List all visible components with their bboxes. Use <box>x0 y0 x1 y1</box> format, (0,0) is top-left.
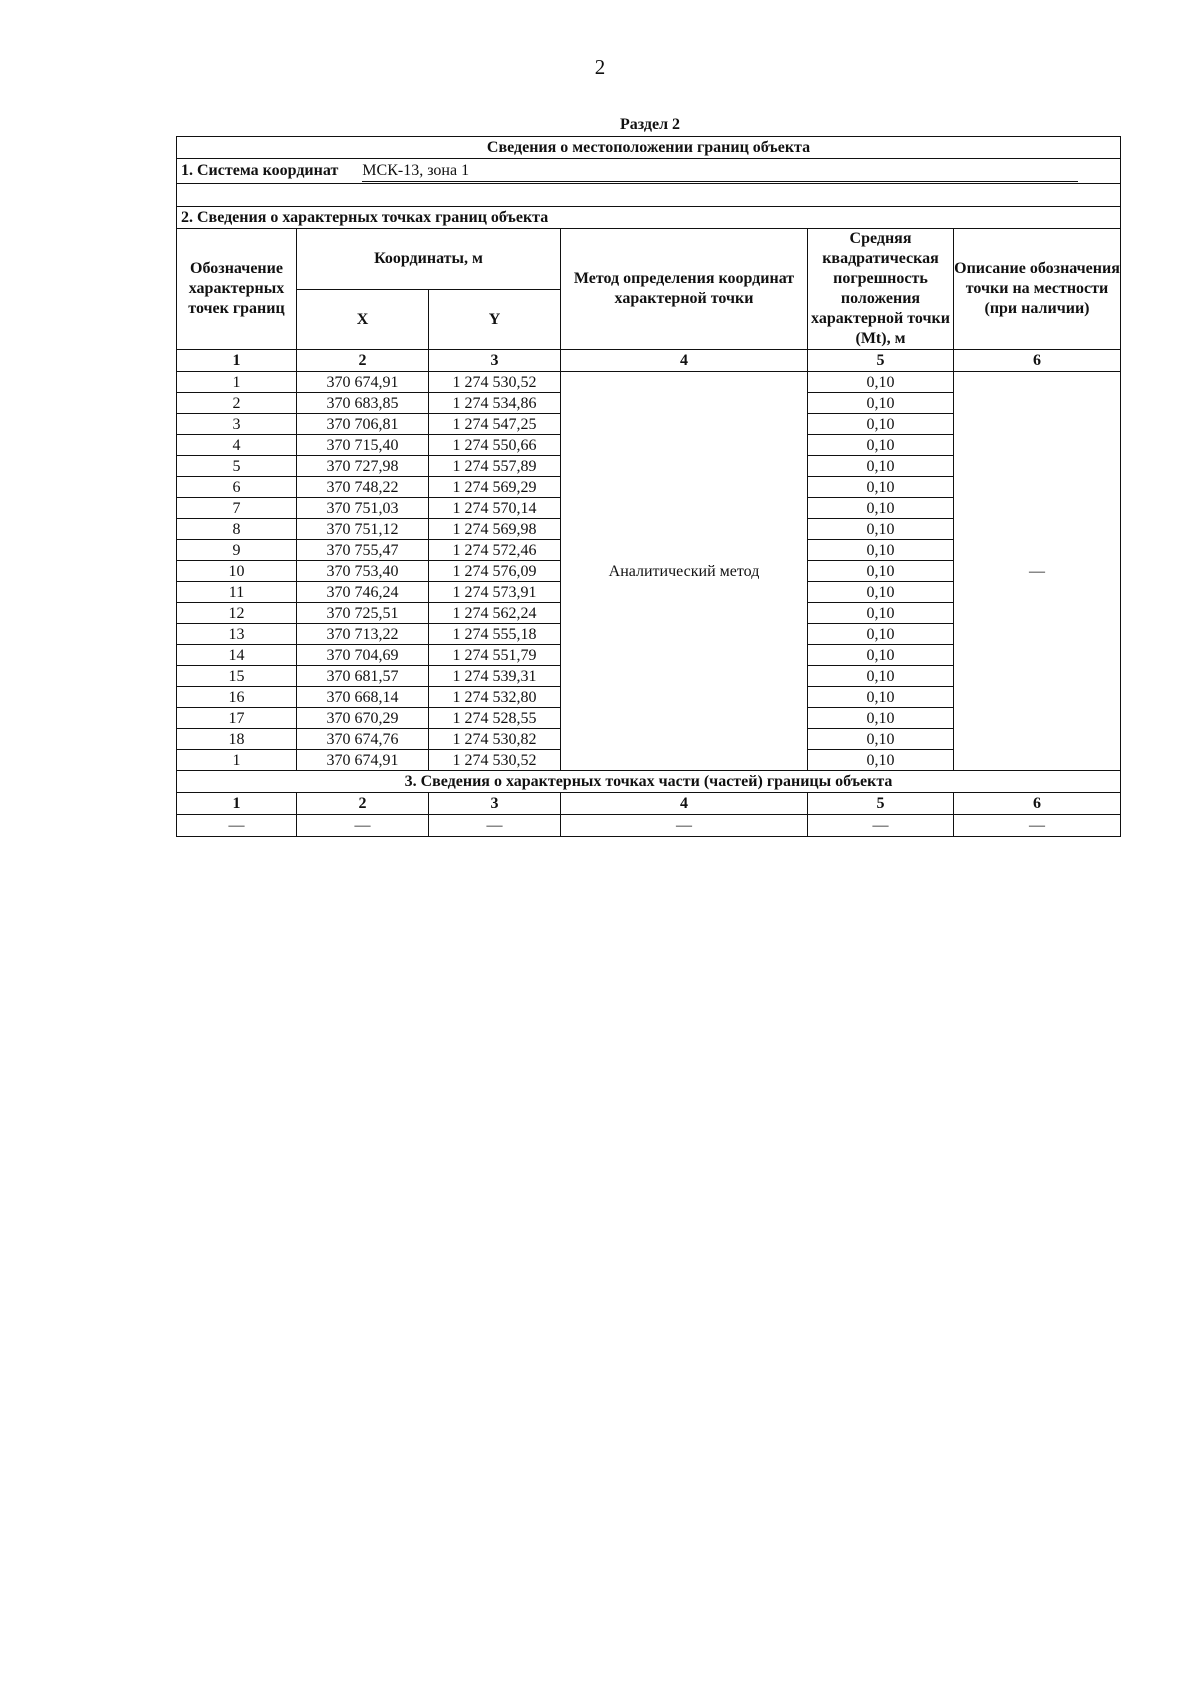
point-y: 1 274 569,29 <box>429 477 561 498</box>
method-cell: Аналитический метод <box>561 372 808 771</box>
point-number: 3 <box>177 414 297 435</box>
point-x: 370 713,22 <box>297 624 429 645</box>
point-mt: 0,10 <box>808 729 954 750</box>
point-y: 1 274 573,91 <box>429 582 561 603</box>
parts-cell: — <box>297 815 429 837</box>
page-number: 2 <box>594 55 606 79</box>
point-y: 1 274 551,79 <box>429 645 561 666</box>
column-number: 4 <box>561 350 808 372</box>
point-y: 1 274 562,24 <box>429 603 561 624</box>
point-y: 1 274 576,09 <box>429 561 561 582</box>
column-number: 1 <box>177 350 297 372</box>
point-x: 370 706,81 <box>297 414 429 435</box>
column-number: 5 <box>808 350 954 372</box>
point-number: 8 <box>177 519 297 540</box>
point-y: 1 274 528,55 <box>429 708 561 729</box>
point-number: 13 <box>177 624 297 645</box>
point-y: 1 274 530,52 <box>429 372 561 393</box>
point-x: 370 755,47 <box>297 540 429 561</box>
parts-column-numbers-row <box>177 793 1121 815</box>
point-mt: 0,10 <box>808 603 954 624</box>
point-x: 370 746,24 <box>297 582 429 603</box>
coordinate-system-value: МСК-13, зона 1 <box>362 161 1078 182</box>
point-x: 370 668,14 <box>297 687 429 708</box>
point-number: 12 <box>177 603 297 624</box>
point-x: 370 683,85 <box>297 393 429 414</box>
coordinate-system-label: 1. Система координат <box>181 161 339 179</box>
parts-cell: — <box>808 815 954 837</box>
column-number: 1 <box>177 793 297 815</box>
column-number: 6 <box>954 350 1121 372</box>
point-y: 1 274 532,80 <box>429 687 561 708</box>
point-x: 370 670,29 <box>297 708 429 729</box>
point-number: 17 <box>177 708 297 729</box>
point-number: 11 <box>177 582 297 603</box>
point-mt: 0,10 <box>808 435 954 456</box>
point-mt: 0,10 <box>808 624 954 645</box>
point-mt: 0,10 <box>808 582 954 603</box>
header-error: Средняя квадратическая погрешность положения характерной точки (Mt), м <box>808 229 954 350</box>
point-y: 1 274 555,18 <box>429 624 561 645</box>
point-number: 7 <box>177 498 297 519</box>
point-x: 370 674,76 <box>297 729 429 750</box>
column-number: 4 <box>561 793 808 815</box>
point-x: 370 753,40 <box>297 561 429 582</box>
header-method: Метод определения координат характерной точки <box>561 229 808 350</box>
section-title: Раздел 2 <box>619 116 681 133</box>
point-mt: 0,10 <box>808 708 954 729</box>
header-x: X <box>297 289 429 350</box>
point-number: 18 <box>177 729 297 750</box>
parts-cell: — <box>954 815 1121 837</box>
header-designation: Обозначение характерных точек границ <box>177 229 297 350</box>
point-number: 10 <box>177 561 297 582</box>
point-number: 2 <box>177 393 297 414</box>
point-y: 1 274 547,25 <box>429 414 561 435</box>
point-number: 5 <box>177 456 297 477</box>
point-number: 14 <box>177 645 297 666</box>
column-number: 6 <box>954 793 1121 815</box>
point-x: 370 748,22 <box>297 477 429 498</box>
header-y: Y <box>429 289 561 350</box>
column-number: 3 <box>429 793 561 815</box>
point-mt: 0,10 <box>808 393 954 414</box>
parts-section-title: 3. Сведения о характерных точках части (частей) границы объекта <box>177 771 1121 793</box>
point-mt: 0,10 <box>808 498 954 519</box>
column-number: 2 <box>297 793 429 815</box>
point-y: 1 274 570,14 <box>429 498 561 519</box>
point-number: 9 <box>177 540 297 561</box>
point-y: 1 274 569,98 <box>429 519 561 540</box>
point-y: 1 274 550,66 <box>429 435 561 456</box>
point-number: 15 <box>177 666 297 687</box>
coordinate-system-row <box>177 159 1121 184</box>
description-cell: — <box>954 372 1121 771</box>
point-number: 16 <box>177 687 297 708</box>
point-mt: 0,10 <box>808 666 954 687</box>
point-y: 1 274 530,52 <box>429 750 561 771</box>
boundary-table <box>176 136 1121 837</box>
column-numbers-row <box>177 350 1121 372</box>
column-number: 2 <box>297 350 429 372</box>
point-x: 370 674,91 <box>297 750 429 771</box>
point-mt: 0,10 <box>808 645 954 666</box>
point-mt: 0,10 <box>808 456 954 477</box>
point-x: 370 681,57 <box>297 666 429 687</box>
point-mt: 0,10 <box>808 414 954 435</box>
point-mt: 0,10 <box>808 477 954 498</box>
point-x: 370 751,12 <box>297 519 429 540</box>
point-x: 370 715,40 <box>297 435 429 456</box>
spacer-cell <box>177 184 1121 207</box>
point-y: 1 274 539,31 <box>429 666 561 687</box>
parts-cell: — <box>561 815 808 837</box>
point-number: 1 <box>177 750 297 771</box>
points-section-title: 2. Сведения о характерных точках границ объекта <box>177 207 1121 229</box>
point-y: 1 274 557,89 <box>429 456 561 477</box>
point-number: 6 <box>177 477 297 498</box>
point-y: 1 274 572,46 <box>429 540 561 561</box>
point-x: 370 751,03 <box>297 498 429 519</box>
table-title: Сведения о местоположении границ объекта <box>177 137 1121 159</box>
parts-row <box>177 815 1121 837</box>
point-mt: 0,10 <box>808 540 954 561</box>
point-x: 370 704,69 <box>297 645 429 666</box>
point-mt: 0,10 <box>808 750 954 771</box>
point-row <box>177 372 1121 393</box>
header-description: Описание обозначения точки на местности (при наличии) <box>954 229 1121 350</box>
parts-cell: — <box>429 815 561 837</box>
parts-cell: — <box>177 815 297 837</box>
point-x: 370 727,98 <box>297 456 429 477</box>
point-mt: 0,10 <box>808 687 954 708</box>
point-number: 4 <box>177 435 297 456</box>
point-number: 1 <box>177 372 297 393</box>
point-mt: 0,10 <box>808 561 954 582</box>
column-number: 5 <box>808 793 954 815</box>
point-y: 1 274 534,86 <box>429 393 561 414</box>
point-x: 370 674,91 <box>297 372 429 393</box>
point-mt: 0,10 <box>808 519 954 540</box>
point-mt: 0,10 <box>808 372 954 393</box>
point-y: 1 274 530,82 <box>429 729 561 750</box>
header-coordinates: Координаты, м <box>297 229 561 290</box>
column-number: 3 <box>429 350 561 372</box>
point-x: 370 725,51 <box>297 603 429 624</box>
